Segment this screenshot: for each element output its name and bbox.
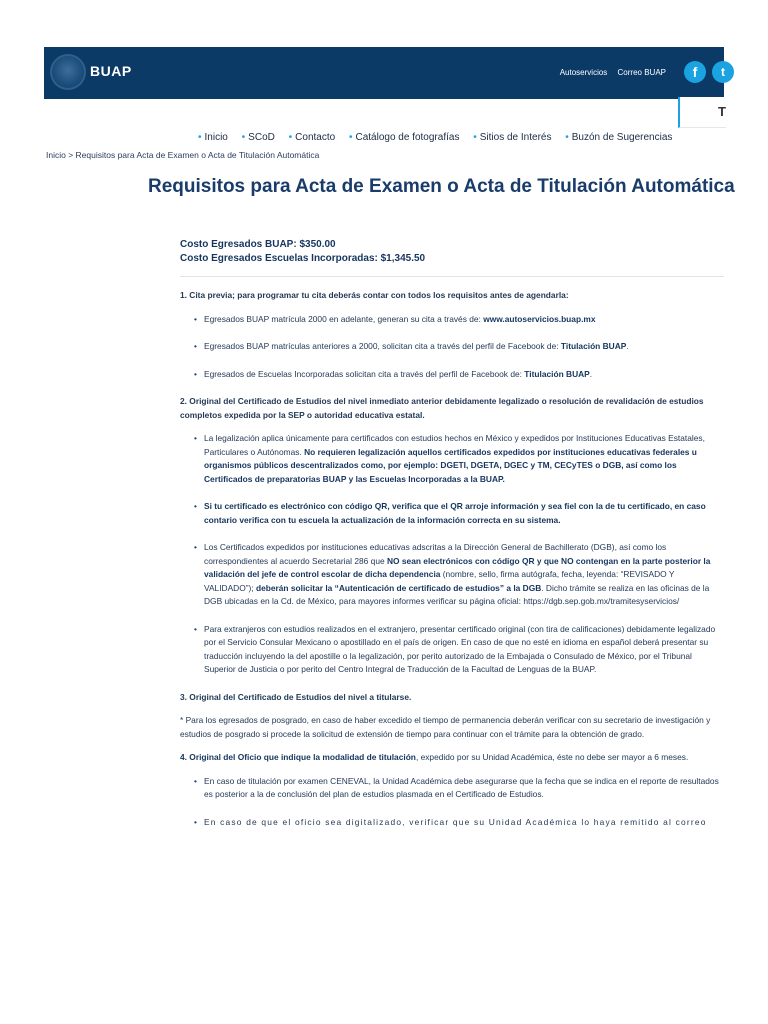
nav-label: Buzón de Sugerencias bbox=[571, 132, 673, 143]
item-bold-text: No requieren legalización aquellos certificados expedidos por instituciones educativas federales u organismos públicos descentralizados como, por ejemplo: DGETI, DGETA, DGEC y TM, CECyTES o DGB, así como los Certificados de preparatorias BUAP y las Escuelas Incorporadas a la BUAP. bbox=[204, 446, 697, 484]
section-4-heading-bold: 4. Original del Oficio que indique la modalidad de titulación bbox=[180, 752, 416, 762]
nav-item-sitios[interactable] bbox=[473, 132, 551, 143]
nav-item-contacto[interactable] bbox=[289, 132, 336, 143]
main-nav bbox=[198, 132, 683, 143]
cost-incorporadas: Costo Egresados Escuelas Incorporadas: $1,345.50 bbox=[180, 253, 426, 264]
nav-item-buzon[interactable] bbox=[565, 132, 672, 143]
section-1-heading: 1. Cita previa; para programar tu cita deberás contar con todos los requisitos antes de agendarla: bbox=[180, 290, 569, 300]
cost-buap: Costo Egresados BUAP: $350.00 bbox=[180, 239, 336, 250]
titulacion-facebook-link[interactable]: Titulación BUAP bbox=[524, 368, 590, 379]
secondary-menu-label: T bbox=[718, 104, 726, 119]
bullet-icon: • bbox=[241, 132, 246, 143]
titulacion-facebook-link[interactable]: Titulación BUAP bbox=[560, 341, 627, 351]
item-text: Egresados BUAP matrícula 2000 en adelante, generan su cita a través de: bbox=[204, 313, 484, 324]
item-text: . Dicho trámite se realiza en las oficinas de la DGB ubicadas en la Cd. de México, para mayores informes verificar su página oficial: https://dgb.sep.gob.mx/tramitesyservicios/ bbox=[204, 582, 710, 606]
main-content bbox=[180, 238, 724, 1024]
list-item bbox=[194, 500, 724, 527]
bullet-icon: • bbox=[198, 132, 202, 143]
divider bbox=[180, 276, 724, 277]
nav-label: SCoD bbox=[248, 132, 275, 143]
top-links bbox=[552, 68, 666, 77]
section-4-list bbox=[180, 775, 724, 830]
list-item bbox=[194, 623, 724, 677]
list-item bbox=[194, 368, 724, 382]
autoservicios-url[interactable]: www.autoservicios.buap.mx bbox=[483, 313, 596, 324]
nav-label: Inicio bbox=[204, 132, 228, 143]
bullet-icon: • bbox=[348, 132, 353, 143]
nav-item-scod[interactable] bbox=[242, 132, 275, 143]
item-text: (nombre, sello, firma autógrafa, fecha, leyenda: “REVISADO Y VALIDADO”); bbox=[204, 569, 675, 593]
item-text: La legalización aplica únicamente para certificados con estudios hechos en México y expedidos por Instituciones Educativas Estatales, Particulares o Autónomas. bbox=[204, 433, 705, 457]
nav-label: Catálogo de fotografías bbox=[355, 132, 460, 143]
breadcrumb[interactable]: Inicio > Requisitos para Acta de Examen o Acta de Titulación Automática bbox=[46, 150, 320, 160]
section-2-list bbox=[180, 432, 724, 677]
item-text: En caso de titulación por examen CENEVAL, la Unidad Académica debe asegurarse que la fecha que se indica en el reporte de resultados es posterior a la de conclusión del plan de estudios plasmada en el Certificado de Estudios. bbox=[204, 775, 719, 799]
item-text: . bbox=[626, 341, 629, 351]
nav-label: Contacto bbox=[295, 132, 336, 143]
buap-seal-logo[interactable] bbox=[50, 54, 86, 90]
item-text: Los Certificados expedidos por instituciones educativas adscritas a la Dirección General de Bachillerato (DGB), así como los correspondientes al acuerdo Secretarial 286 que bbox=[204, 542, 667, 566]
facebook-icon[interactable]: f bbox=[684, 61, 706, 83]
page-title: Requisitos para Acta de Examen o Acta de Titulación Automática bbox=[148, 176, 735, 197]
item-text: . bbox=[589, 368, 593, 379]
correo-buap-link[interactable]: Correo BUAP bbox=[617, 68, 666, 77]
section-2-heading: 2. Original del Certificado de Estudios del nivel inmediato anterior debidamente legalizado o resolución de revalidación de estudios completos expedida por la SEP o autoridad educativa estatal. bbox=[180, 396, 704, 420]
twitter-icon[interactable]: t bbox=[712, 61, 734, 83]
list-item bbox=[194, 313, 724, 327]
list-item bbox=[194, 340, 724, 354]
autoservicios-link[interactable]: Autoservicios bbox=[559, 68, 608, 77]
secondary-menu-tab[interactable] bbox=[678, 97, 726, 128]
section-3-heading: 3. Original del Certificado de Estudios del nivel a titularse. bbox=[180, 691, 412, 702]
item-bold-text: Si tu certificado es electrónico con código QR, verifica que el QR arroje información y sea fiel con la de tu certificado, en caso contario verifica con tu escuela la actualización de la información correcta en su sistema. bbox=[204, 501, 706, 525]
item-text: En caso de que el oficio sea digitalizado, verificar que su Unidad Académica lo haya remitido al correo bbox=[204, 816, 707, 827]
list-item bbox=[194, 432, 724, 486]
list-item bbox=[194, 816, 724, 830]
list-item bbox=[194, 775, 724, 802]
top-header-bar bbox=[44, 47, 724, 99]
section-4-heading-rest: , expedido por su Unidad Académica, éste no debe ser mayor a 6 meses. bbox=[415, 752, 689, 762]
nav-item-inicio[interactable] bbox=[198, 132, 228, 143]
brand-name[interactable]: BUAP bbox=[90, 63, 132, 79]
section-1-list bbox=[180, 313, 724, 382]
nav-item-catalogo[interactable] bbox=[349, 132, 459, 143]
section-4-heading bbox=[180, 751, 724, 765]
bullet-icon: • bbox=[473, 132, 477, 143]
item-bold-text: deberán solicitar la “Autenticación de certificado de estudios” a la DGB bbox=[255, 582, 542, 593]
bullet-icon: • bbox=[288, 132, 293, 143]
list-item bbox=[194, 541, 724, 609]
section-3-note: * Para los egresados de posgrado, en caso de haber excedido el tiempo de permanencia deberán verificar con su secretario de investigación y estudios de posgrado si procede la solicitud de extensión de tiempo para continuar con el trámite para la obtención de grado. bbox=[180, 715, 711, 739]
item-text: Egresados BUAP matrículas anteriores a 2000, solicitan cita a través del perfil de Facebook de: bbox=[204, 341, 561, 351]
item-bold-text: NO sean electrónicos con código QR y que NO contengan en la parte posterior la validación del jefe de control escolar de dicha dependencia bbox=[204, 555, 711, 579]
item-text: Egresados de Escuelas Incorporadas solicitan cita a través del perfil de Facebook de: bbox=[204, 368, 525, 379]
item-text: Para extranjeros con estudios realizados en el extranjero, presentar certificado original (con tira de calificaciones) debidamente legalizado por el Servicio Consular Mexicano o apostillado en el país de origen. En caso de que no esté en idioma en español deberá presentar su traducción incluyendo la del apostille o la legalización, por perito autorizado de la Embajada o Consulado de México, por el Tribunal Superior de Justicia o por perito del Centro Integral de Traducción de la Facultad de Lenguas de la BUAP. bbox=[204, 623, 716, 674]
nav-label: Sitios de Interés bbox=[479, 132, 552, 143]
bullet-icon: • bbox=[565, 132, 569, 143]
